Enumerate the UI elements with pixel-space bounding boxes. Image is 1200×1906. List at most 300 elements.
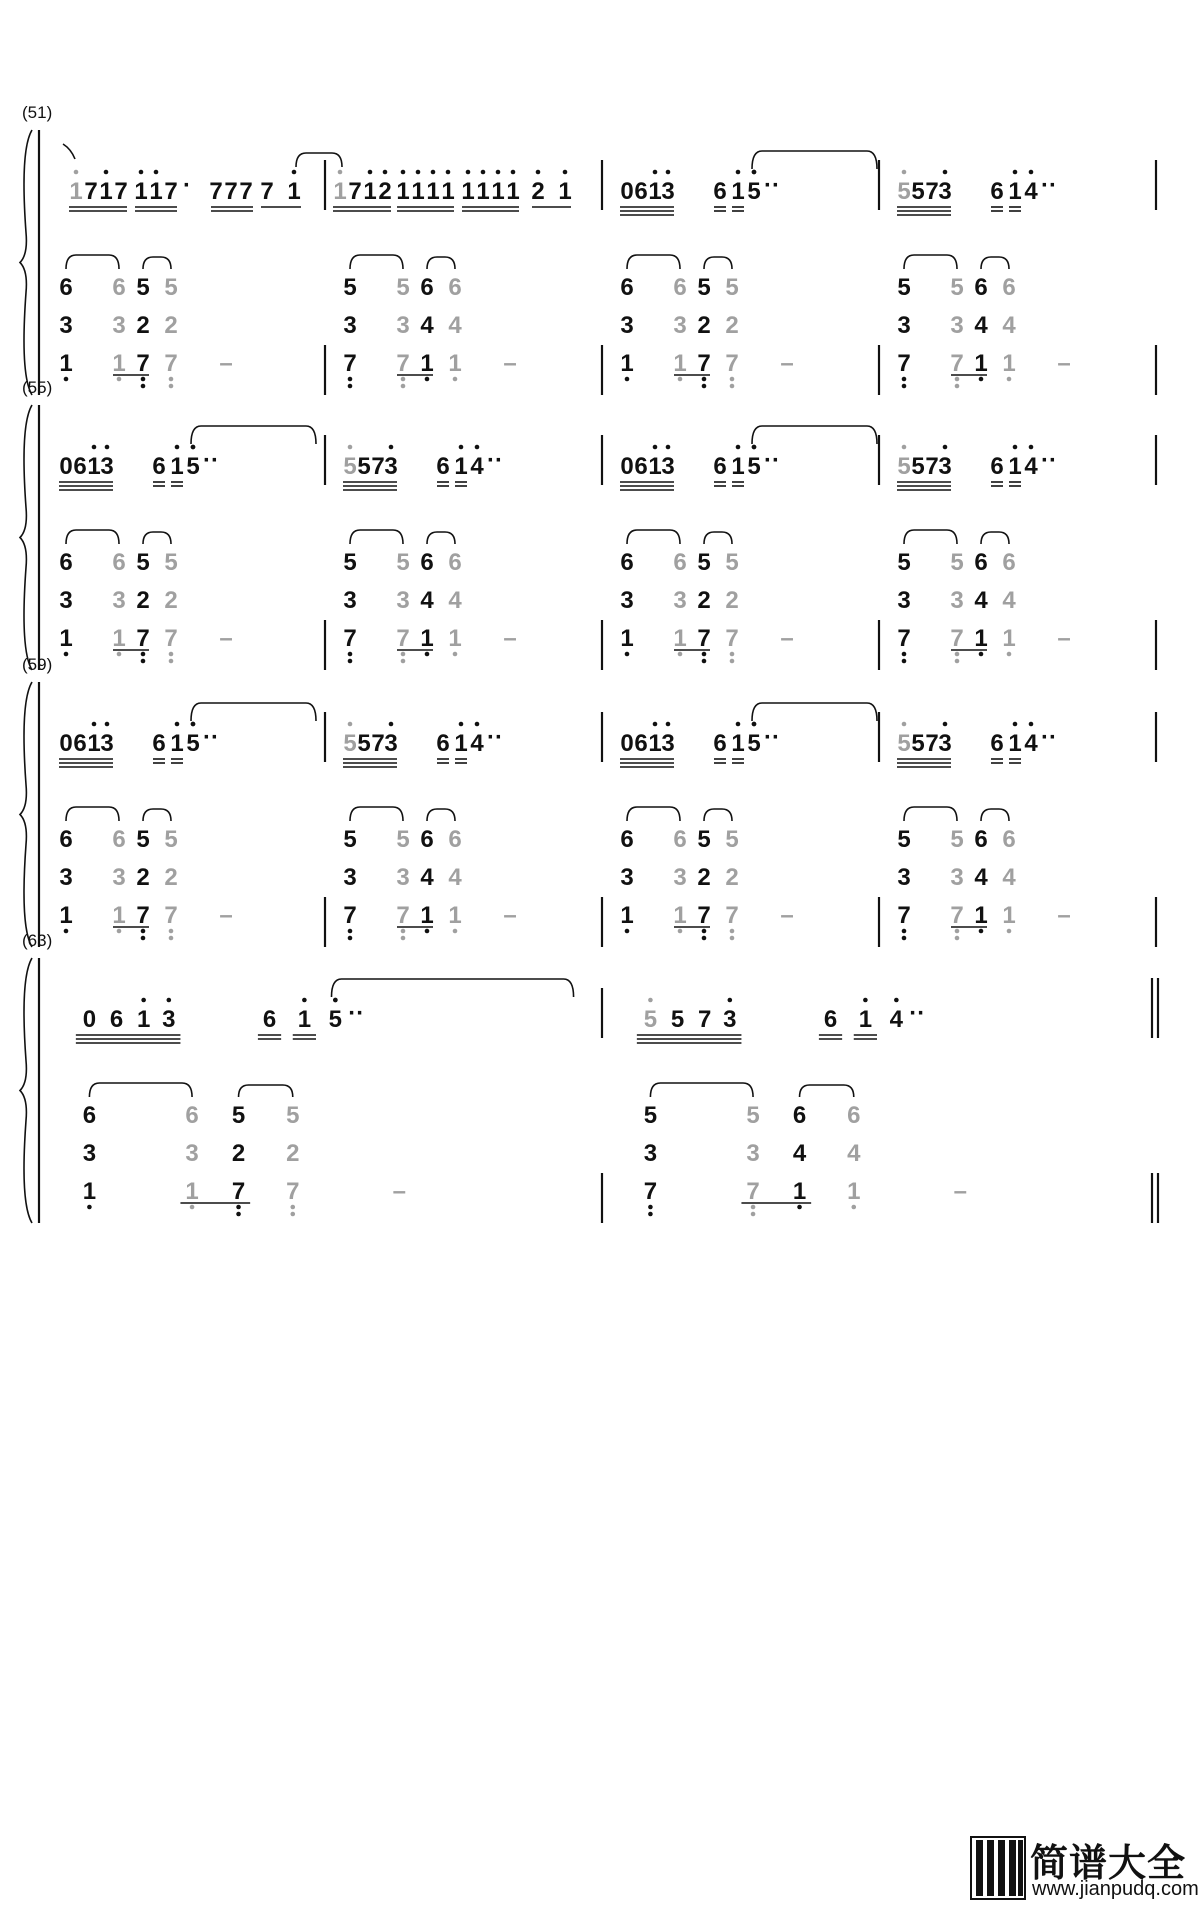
lh-note: 6 <box>974 826 988 853</box>
rh-note: 3 <box>938 730 952 757</box>
octave-dot-low <box>730 929 735 934</box>
octave-dot-low <box>141 936 146 941</box>
octave-dot-low <box>625 929 630 934</box>
octave-dot-low <box>401 652 406 657</box>
octave-dot-low <box>702 929 707 934</box>
rh-note: 7 <box>925 453 939 480</box>
lh-note: 7 <box>343 902 357 929</box>
rh-note: 6 <box>109 1006 124 1033</box>
rh-note: 7 <box>209 178 223 205</box>
rh-note: 5 <box>897 453 911 480</box>
lh-note: 5 <box>396 826 410 853</box>
octave-dot-high <box>401 170 406 175</box>
rh-note: 1 <box>491 178 505 205</box>
lh-note: 7 <box>897 902 911 929</box>
octave-dot-low <box>648 1205 653 1210</box>
lh-note: 5 <box>286 1102 300 1129</box>
rh-note: 1 <box>287 178 301 205</box>
lh-tie <box>981 532 1009 544</box>
rh-note: 1 <box>1008 730 1022 757</box>
rh-dot: · <box>183 172 191 199</box>
octave-dot-high <box>104 170 109 175</box>
lh-note: 1 <box>448 350 462 377</box>
tie <box>752 703 877 721</box>
lh-note: 5 <box>231 1102 246 1129</box>
octave-dot-high <box>1029 170 1034 175</box>
octave-dot-low <box>902 659 907 664</box>
octave-dot-low <box>169 929 174 934</box>
octave-dot-low <box>190 1205 195 1210</box>
lh-note: 6 <box>112 826 126 853</box>
octave-dot-low <box>979 652 984 657</box>
rh-note: 1 <box>731 730 745 757</box>
lh-note: 3 <box>673 864 687 891</box>
rh-note: 5 <box>747 730 761 757</box>
lh-note: 7 <box>746 1178 760 1205</box>
lh-note: 4 <box>974 312 988 339</box>
rest-dash: – <box>219 350 233 377</box>
rh-note: 2 <box>378 178 392 205</box>
octave-dot-low <box>64 652 69 657</box>
rh-note: 3 <box>100 453 114 480</box>
tie <box>296 153 342 167</box>
rh-note: 1 <box>136 1006 151 1033</box>
lh-note: 2 <box>697 312 711 339</box>
lh-tie <box>66 807 119 821</box>
octave-dot-low <box>401 659 406 664</box>
rh-note: 1 <box>454 453 468 480</box>
lh-note: 5 <box>897 549 911 576</box>
rh-note: 1 <box>69 178 83 205</box>
lh-note: 6 <box>448 274 462 301</box>
lh-note: 7 <box>136 625 150 652</box>
measure-number: (51) <box>22 103 53 122</box>
lh-note: 5 <box>643 1102 658 1129</box>
lh-note: 4 <box>792 1140 807 1167</box>
octave-dot-high <box>154 170 159 175</box>
lh-tie <box>89 1083 192 1097</box>
lh-note: 7 <box>136 350 150 377</box>
lh-note: 3 <box>185 1140 199 1167</box>
lh-note: 3 <box>643 1140 658 1167</box>
rh-note: 6 <box>436 453 450 480</box>
lh-note: 1 <box>112 625 126 652</box>
rh-dot: ·· <box>1041 724 1057 751</box>
rh-note: 5 <box>897 178 911 205</box>
lh-note: 3 <box>897 312 911 339</box>
octave-dot-low <box>169 377 174 382</box>
octave-dot-high <box>666 170 671 175</box>
lh-note: 1 <box>420 625 434 652</box>
octave-dot-low <box>453 929 458 934</box>
lh-note: 2 <box>697 864 711 891</box>
octave-dot-high <box>728 998 733 1003</box>
tie-incoming <box>63 144 75 159</box>
lh-note: 6 <box>82 1102 97 1129</box>
lh-note: 1 <box>82 1178 97 1205</box>
lh-note: 6 <box>59 549 73 576</box>
lh-tie <box>143 257 171 269</box>
rh-note: 5 <box>747 178 761 205</box>
lh-note: 7 <box>697 350 711 377</box>
lh-note: 1 <box>112 350 126 377</box>
octave-dot-low <box>236 1212 241 1217</box>
octave-dot-high <box>736 722 741 727</box>
rh-dot: ·· <box>1041 172 1057 199</box>
lh-note: 7 <box>343 350 357 377</box>
lh-note: 6 <box>59 274 73 301</box>
lh-note: 1 <box>59 625 73 652</box>
lh-note: 1 <box>620 350 634 377</box>
lh-tie <box>427 809 455 821</box>
rh-note: 3 <box>661 730 675 757</box>
octave-dot-high <box>92 445 97 450</box>
rh-note: 6 <box>262 1006 277 1033</box>
rh-note: 3 <box>162 1006 176 1033</box>
lh-note: 5 <box>697 549 711 576</box>
rh-note: 5 <box>747 453 761 480</box>
rh-note: 4 <box>889 1006 904 1033</box>
lh-note: 3 <box>673 587 687 614</box>
lh-note: 6 <box>974 549 988 576</box>
system-brace <box>20 130 32 395</box>
rh-note: 6 <box>73 730 87 757</box>
lh-note: 2 <box>164 312 178 339</box>
octave-dot-high <box>191 722 196 727</box>
lh-note: 2 <box>164 587 178 614</box>
octave-dot-high <box>943 445 948 450</box>
lh-note: 1 <box>59 350 73 377</box>
octave-dot-high <box>894 998 899 1003</box>
lh-note: 1 <box>185 1178 199 1205</box>
system-brace <box>20 682 32 947</box>
lh-note: 4 <box>420 587 434 614</box>
lh-note: 6 <box>112 274 126 301</box>
octave-dot-low <box>141 384 146 389</box>
lh-note: 1 <box>792 1178 807 1205</box>
piano-keys-icon <box>970 1836 1026 1900</box>
lh-note: 1 <box>1002 350 1016 377</box>
lh-note: 5 <box>950 549 964 576</box>
lh-note: 3 <box>112 312 126 339</box>
system-brace <box>20 958 32 1223</box>
tie <box>752 426 877 444</box>
rh-note: 1 <box>558 178 572 205</box>
lh-tie <box>66 530 119 544</box>
system-brace <box>20 405 32 670</box>
octave-dot-high <box>666 445 671 450</box>
octave-dot-low <box>797 1205 802 1210</box>
lh-note: 5 <box>343 274 357 301</box>
octave-dot-low <box>425 929 430 934</box>
rest-dash: – <box>219 902 233 929</box>
lh-note: 1 <box>1002 902 1016 929</box>
rh-note: 7 <box>114 178 128 205</box>
octave-dot-low <box>348 659 353 664</box>
rh-dot: ·· <box>203 724 219 751</box>
lh-note: 3 <box>620 587 634 614</box>
octave-dot-high <box>446 170 451 175</box>
rh-note: 5 <box>911 453 925 480</box>
lh-note: 2 <box>697 587 711 614</box>
lh-note: 5 <box>897 274 911 301</box>
rh-note: 4 <box>470 453 484 480</box>
tie <box>752 151 877 169</box>
lh-note: 1 <box>112 902 126 929</box>
tie <box>191 703 316 721</box>
lh-note: 7 <box>136 902 150 929</box>
rh-dot: ·· <box>764 447 780 474</box>
octave-dot-high <box>338 170 343 175</box>
octave-dot-low <box>169 659 174 664</box>
octave-dot-low <box>702 384 707 389</box>
lh-note: 5 <box>746 1102 760 1129</box>
octave-dot-low <box>678 377 683 382</box>
octave-dot-high <box>943 722 948 727</box>
rh-note: 3 <box>384 730 398 757</box>
lh-tie <box>650 1083 753 1097</box>
octave-dot-high <box>302 998 307 1003</box>
octave-dot-low <box>702 659 707 664</box>
rh-dot: ·· <box>348 1000 365 1027</box>
rh-note: 1 <box>454 730 468 757</box>
rh-note: 1 <box>858 1006 873 1033</box>
lh-note: 3 <box>897 864 911 891</box>
rh-note: 1 <box>99 178 113 205</box>
lh-tie <box>350 255 403 269</box>
rh-note: 5 <box>343 453 357 480</box>
rh-note: 3 <box>100 730 114 757</box>
rh-note: 7 <box>697 1006 712 1033</box>
rest-dash: – <box>392 1178 406 1205</box>
rh-note: 1 <box>648 178 662 205</box>
octave-dot-high <box>1013 170 1018 175</box>
octave-dot-low <box>979 929 984 934</box>
octave-dot-low <box>425 652 430 657</box>
lh-note: 7 <box>286 1178 300 1205</box>
octave-dot-high <box>105 722 110 727</box>
watermark-url: www.jianpudq.com <box>1032 1878 1199 1900</box>
rh-note: 3 <box>938 453 952 480</box>
lh-note: 2 <box>725 864 739 891</box>
lh-note: 7 <box>897 350 911 377</box>
rh-note: 3 <box>384 453 398 480</box>
lh-note: 5 <box>164 826 178 853</box>
lh-note: 5 <box>725 549 739 576</box>
lh-note: 2 <box>286 1140 300 1167</box>
rh-note: 7 <box>348 178 362 205</box>
rh-note: 6 <box>823 1006 838 1033</box>
octave-dot-low <box>141 929 146 934</box>
octave-dot-high <box>1013 445 1018 450</box>
lh-note: 1 <box>448 625 462 652</box>
lh-note: 4 <box>448 312 462 339</box>
octave-dot-low <box>730 936 735 941</box>
rh-note: 1 <box>333 178 347 205</box>
rh-note: 6 <box>73 453 87 480</box>
lh-note: 6 <box>673 274 687 301</box>
octave-dot-high <box>383 170 388 175</box>
octave-dot-low <box>117 652 122 657</box>
rh-note: 6 <box>634 178 648 205</box>
lh-note: 3 <box>82 1140 97 1167</box>
lh-tie <box>704 257 732 269</box>
octave-dot-low <box>453 377 458 382</box>
octave-dot-low <box>401 936 406 941</box>
lh-note: 6 <box>620 274 634 301</box>
rh-note: 1 <box>731 453 745 480</box>
lh-note: 7 <box>950 350 964 377</box>
octave-dot-high <box>459 722 464 727</box>
octave-dot-low <box>678 929 683 934</box>
lh-note: 5 <box>396 274 410 301</box>
lh-note: 5 <box>697 274 711 301</box>
octave-dot-low <box>425 377 430 382</box>
lh-note: 3 <box>746 1140 760 1167</box>
lh-note: 7 <box>697 902 711 929</box>
rest-dash: – <box>780 902 794 929</box>
octave-dot-high <box>863 998 868 1003</box>
lh-note: 5 <box>725 274 739 301</box>
lh-note: 1 <box>59 902 73 929</box>
rh-note: 5 <box>186 730 200 757</box>
octave-dot-low <box>290 1205 295 1210</box>
lh-note: 2 <box>164 864 178 891</box>
lh-note: 6 <box>620 826 634 853</box>
lh-note: 4 <box>1002 864 1016 891</box>
lh-note: 6 <box>448 826 462 853</box>
lh-note: 5 <box>950 826 964 853</box>
lh-note: 5 <box>343 549 357 576</box>
rest-dash: – <box>1057 902 1071 929</box>
octave-dot-high <box>175 445 180 450</box>
octave-dot-high <box>496 170 501 175</box>
lh-note: 6 <box>792 1102 807 1129</box>
rh-note: 1 <box>170 453 184 480</box>
octave-dot-low <box>955 384 960 389</box>
octave-dot-low <box>348 384 353 389</box>
lh-note: 4 <box>974 864 988 891</box>
rh-note: 1 <box>441 178 455 205</box>
octave-dot-low <box>730 384 735 389</box>
octave-dot-low <box>702 377 707 382</box>
octave-dot-high <box>736 170 741 175</box>
lh-tie <box>239 1085 293 1097</box>
octave-dot-low <box>453 652 458 657</box>
lh-note: 7 <box>164 625 178 652</box>
lh-note: 1 <box>448 902 462 929</box>
rh-note: 1 <box>1008 453 1022 480</box>
rh-note: 6 <box>634 730 648 757</box>
rh-note: 6 <box>990 730 1004 757</box>
lh-note: 6 <box>673 826 687 853</box>
lh-tie <box>704 809 732 821</box>
octave-dot-high <box>1029 445 1034 450</box>
lh-note: 7 <box>725 625 739 652</box>
rh-dot: ·· <box>203 447 219 474</box>
octave-dot-low <box>141 377 146 382</box>
rest-dash: – <box>1057 625 1071 652</box>
lh-note: 7 <box>164 902 178 929</box>
octave-dot-high <box>389 722 394 727</box>
lh-note: 5 <box>396 549 410 576</box>
lh-tie <box>427 257 455 269</box>
lh-tie <box>143 809 171 821</box>
octave-dot-low <box>348 652 353 657</box>
lh-tie <box>143 532 171 544</box>
octave-dot-low <box>64 377 69 382</box>
octave-dot-high <box>475 722 480 727</box>
rh-note: 7 <box>925 730 939 757</box>
octave-dot-high <box>752 170 757 175</box>
rh-note: 5 <box>897 730 911 757</box>
lh-note: 1 <box>620 625 634 652</box>
lh-note: 3 <box>620 312 634 339</box>
octave-dot-low <box>348 936 353 941</box>
octave-dot-low <box>117 929 122 934</box>
octave-dot-high <box>292 170 297 175</box>
rh-note: 1 <box>648 453 662 480</box>
octave-dot-high <box>653 170 658 175</box>
rh-note: 4 <box>1024 453 1038 480</box>
lh-note: 5 <box>897 826 911 853</box>
octave-dot-low <box>625 377 630 382</box>
rh-dot: ·· <box>487 447 503 474</box>
rh-note: 1 <box>426 178 440 205</box>
lh-note: 1 <box>974 902 988 929</box>
lh-tie <box>350 530 403 544</box>
lh-note: 7 <box>725 350 739 377</box>
octave-dot-low <box>1007 929 1012 934</box>
octave-dot-low <box>1007 377 1012 382</box>
octave-dot-low <box>902 384 907 389</box>
lh-tie <box>350 807 403 821</box>
rh-note: 1 <box>476 178 490 205</box>
rh-note: 5 <box>911 730 925 757</box>
lh-note: 7 <box>343 625 357 652</box>
rh-note: 1 <box>731 178 745 205</box>
lh-note: 7 <box>164 350 178 377</box>
rh-note: 3 <box>661 178 675 205</box>
octave-dot-low <box>87 1205 92 1210</box>
rh-note: 5 <box>357 453 371 480</box>
lh-note: 4 <box>847 1140 861 1167</box>
lh-note: 7 <box>950 625 964 652</box>
lh-note: 7 <box>725 902 739 929</box>
octave-dot-high <box>902 722 907 727</box>
lh-note: 5 <box>136 826 150 853</box>
rest-dash: – <box>780 625 794 652</box>
rh-note: 6 <box>990 453 1004 480</box>
rh-dot: ·· <box>764 172 780 199</box>
rh-note: 4 <box>1024 730 1038 757</box>
octave-dot-low <box>902 929 907 934</box>
lh-note: 6 <box>420 826 434 853</box>
octave-dot-low <box>401 929 406 934</box>
rh-note: 5 <box>911 178 925 205</box>
lh-note: 2 <box>725 312 739 339</box>
octave-dot-low <box>401 384 406 389</box>
lh-tie <box>904 807 957 821</box>
lh-note: 5 <box>697 826 711 853</box>
rh-note: 0 <box>620 453 634 480</box>
lh-tie <box>981 809 1009 821</box>
octave-dot-high <box>348 722 353 727</box>
lh-note: 6 <box>847 1102 861 1129</box>
lh-note: 4 <box>1002 312 1016 339</box>
lh-note: 3 <box>673 312 687 339</box>
rh-note: 5 <box>343 730 357 757</box>
